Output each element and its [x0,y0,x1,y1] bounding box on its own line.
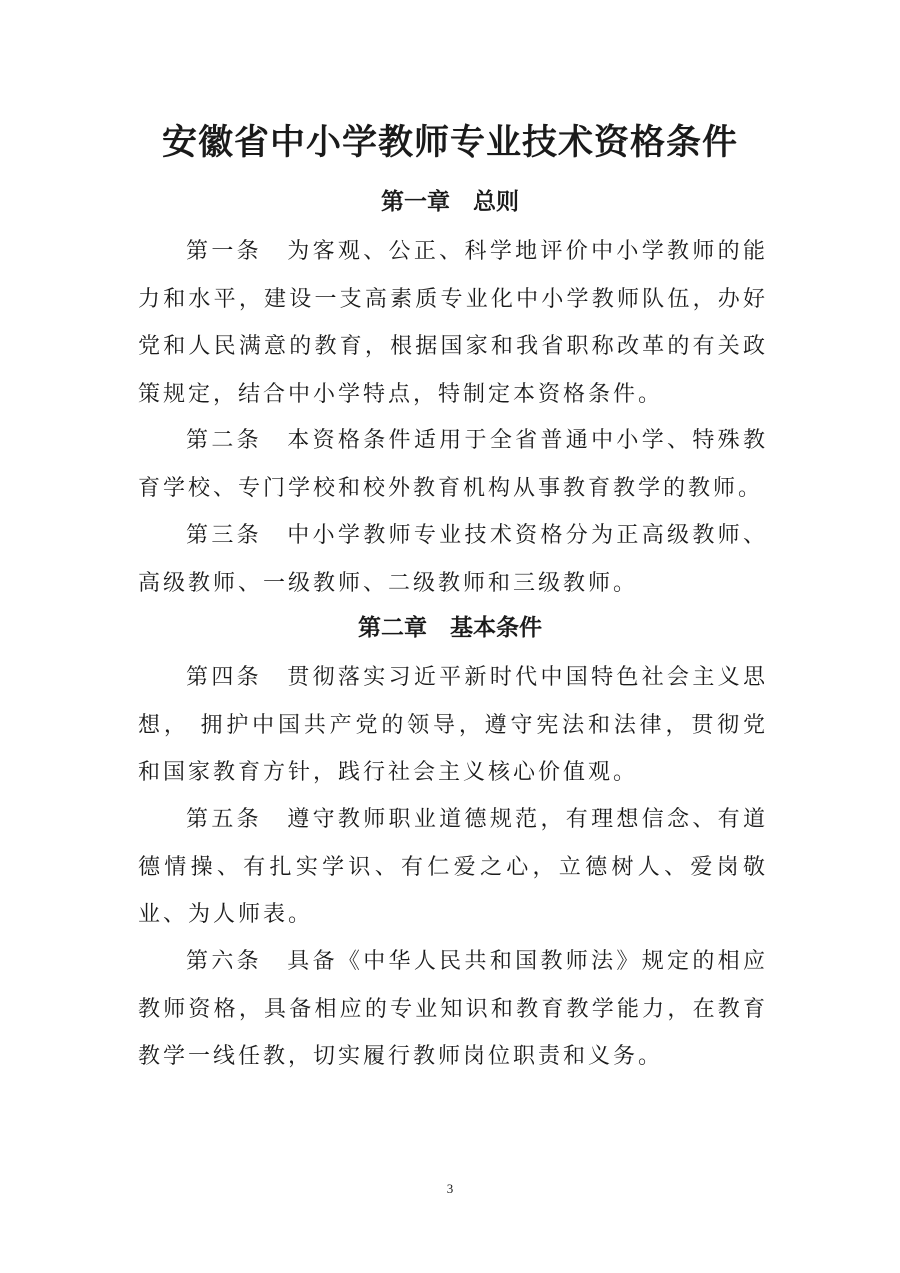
chapter-heading-general: 第一章 总则 [381,189,519,215]
article-label: 第六条 [186,949,288,974]
chapter-heading-basic-conditions: 第二章 基本条件 [358,615,542,641]
article-text: 中小学教师专业技术资格分为正高级教师、高级教师、一级教师、二级教师和三级教师。 [138,523,768,596]
article-2 [138,417,768,512]
article-6 [138,938,768,1081]
article-3 [138,512,768,607]
article-5 [138,796,768,939]
page-number: 3 [446,1181,454,1196]
article-text: 具备《中华人民共和国教师法》规定的相应教师资格，具备相应的专业知识和教育教学能力，在教育教学一线任教，切实履行教师岗位职责和义务。 [138,949,768,1069]
article-label: 第五条 [186,807,288,832]
article-label: 第四条 [186,665,288,690]
article-text: 遵守教师职业道德规范，有理想信念、有道德情操、有扎实学识、有仁爱之心，立德树人、爱岗敬业、为人师表。 [138,807,768,927]
document-title: 安徽省中小学教师专业技术资格条件 [161,122,738,163]
article-text: 贯彻落实习近平新时代中国特色社会主义思想， 拥护中国共产党的领导，遵守宪法和法律，贯彻党和国家教育方针，践行社会主义核心价值观。 [138,665,768,785]
article-4 [138,654,768,797]
article-label: 第一条 [186,239,288,264]
article-1 [138,228,768,418]
article-text: 为客观、公正、科学地评价中小学教师的能力和水平，建设一支高素质专业化中小学教师队伍，办好党和人民满意的教育，根据国家和我省职称改革的有关政策规定，结合中小学特点，特制定本资格条件。 [138,239,768,407]
article-label: 第二条 [186,428,288,453]
article-text: 本资格条件适用于全省普通中小学、特殊教育学校、专门学校和校外教育机构从事教育教学的教师。 [138,428,768,501]
article-label: 第三条 [186,523,288,548]
